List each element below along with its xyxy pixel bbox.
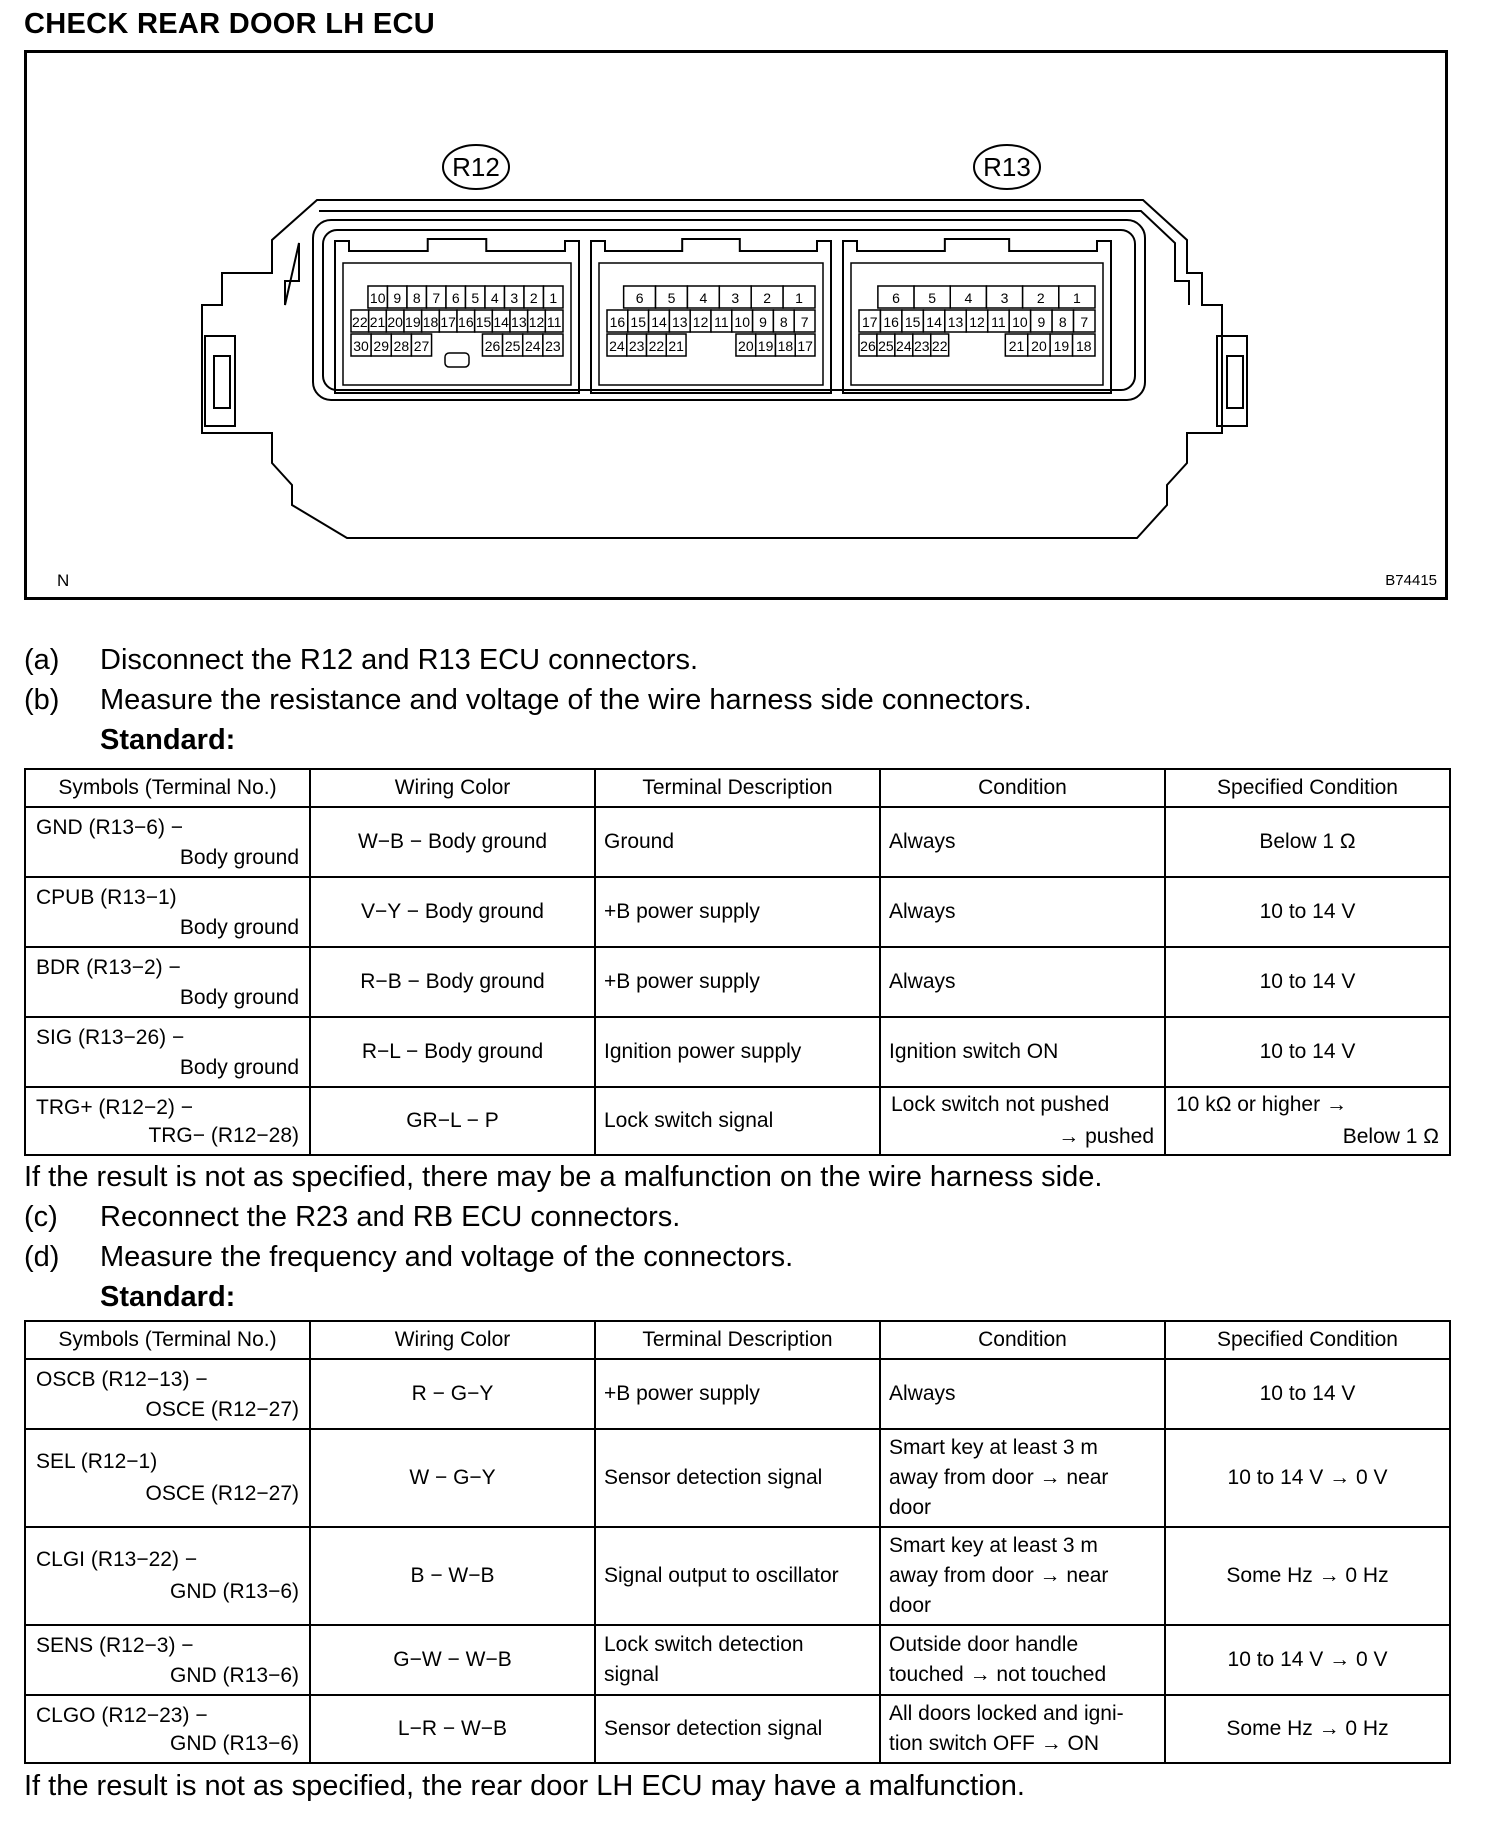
pin-number: 3 [731, 290, 740, 306]
table-row [25, 1695, 1450, 1763]
symbol-to: GND (R13−6) [170, 1664, 299, 1687]
pin-number: 12 [692, 314, 709, 330]
pin-number: 21 [369, 314, 386, 330]
pin-number: 29 [373, 338, 389, 354]
symbol-from: CLGO (R12−23) − [36, 1704, 208, 1727]
pin-number: 15 [475, 314, 492, 330]
table-row [25, 947, 1450, 1017]
condition-cell [880, 1625, 1165, 1695]
pin-number: 10 [734, 314, 750, 330]
pin-number: 26 [860, 338, 876, 354]
symbol-to: Body ground [179, 1056, 299, 1079]
pin-number: 12 [528, 314, 545, 330]
pin-number: 8 [412, 290, 421, 306]
description-cell [595, 1625, 880, 1695]
step-tag: (d) [24, 1241, 60, 1273]
pin-number: 25 [504, 338, 521, 354]
condition-cell: Always [880, 1359, 1165, 1429]
pin-number: 23 [913, 338, 930, 354]
pin-number: 10 [369, 290, 386, 306]
symbol-cell [25, 1017, 310, 1087]
pin-number: 1 [795, 290, 803, 306]
symbol-from: CPUB (R13−1) [36, 886, 177, 909]
condition-line: touched → not touched [889, 1663, 1107, 1686]
pin-number: 26 [484, 338, 501, 354]
wiring-cell: V−Y − Body ground [310, 877, 595, 947]
symbol-to: GND (R13−6) [170, 1580, 299, 1603]
condition-cell [880, 1429, 1165, 1527]
pin-number: 23 [628, 338, 645, 354]
wiring-cell: B − W−B [310, 1527, 595, 1625]
symbol-from: GND (R13−6) − [36, 816, 184, 839]
symbol-from: OSCB (R12−13) − [36, 1368, 208, 1391]
pin-number: 7 [800, 314, 809, 330]
symbol-cell [25, 947, 310, 1017]
condition-line: away from door → near [889, 1564, 1109, 1587]
pin-number: 20 [1031, 338, 1047, 354]
pin-number: 14 [926, 314, 942, 330]
pin-number: 9 [759, 314, 767, 330]
table-row [25, 1087, 1450, 1155]
pin-number: 17 [861, 314, 878, 330]
column-header: Symbols (Terminal No.) [25, 1321, 310, 1359]
spec-line: 10 kΩ or higher → [1176, 1093, 1347, 1116]
condition-cell: Always [880, 807, 1165, 877]
pin-number: 9 [393, 290, 402, 306]
column-header: Symbols (Terminal No.) [25, 769, 310, 807]
pin-number: 3 [1000, 290, 1009, 306]
pin-number: 22 [931, 338, 948, 354]
spec-cell: 10 to 14 V [1165, 947, 1450, 1017]
pin-number: 18 [1076, 338, 1092, 354]
pin-number: 11 [714, 314, 729, 330]
symbol-cell [25, 1087, 310, 1155]
pin-number: 1 [549, 290, 558, 306]
pin-number: 4 [699, 290, 708, 306]
symbol-cell [25, 1695, 310, 1763]
symbol-to: Body ground [179, 846, 299, 869]
symbol-from: BDR (R13−2) − [36, 956, 181, 979]
pin-number: 2 [529, 290, 538, 306]
table-row [25, 1625, 1450, 1695]
symbol-to: GND (R13−6) [170, 1732, 299, 1755]
condition-line: Smart key at least 3 m [889, 1534, 1098, 1557]
step-text: Measure the frequency and voltage of the connectors. [100, 1241, 794, 1273]
wiring-cell: GR−L − P [310, 1087, 595, 1155]
spec-cell: Some Hz → 0 Hz [1165, 1695, 1450, 1763]
table-header-row [25, 769, 1450, 807]
pin-number: 28 [393, 338, 410, 354]
pin-number: 22 [648, 338, 665, 354]
condition-cell [880, 1695, 1165, 1763]
pin-number: 7 [432, 290, 441, 306]
symbol-to: Body ground [179, 986, 299, 1009]
wiring-cell: R−L − Body ground [310, 1017, 595, 1087]
wiring-cell: L−R − W−B [310, 1695, 595, 1763]
pin-number: 24 [896, 338, 912, 354]
figure-corner-mark: N [57, 571, 70, 590]
pin-number: 18 [777, 338, 794, 354]
page-title: CHECK REAR DOOR LH ECU [24, 8, 435, 40]
steps-section-2 [24, 1157, 1102, 1317]
step-text: Measure the resistance and voltage of the wire harness side connectors. [100, 684, 1032, 716]
pin-number: 19 [405, 314, 421, 330]
symbol-cell [25, 1429, 310, 1527]
description-cell: +B power supply [595, 947, 880, 1017]
ecu-connector-drawing [27, 53, 1451, 603]
figure-id: B74415 [1385, 572, 1437, 589]
pin-number: 5 [928, 290, 937, 306]
pin-number: 13 [672, 314, 688, 330]
symbol-cell [25, 1625, 310, 1695]
description-cell: Ground [595, 807, 880, 877]
table-row [25, 807, 1450, 877]
pin-number: 17 [440, 314, 456, 330]
condition-line: door [889, 1496, 932, 1519]
pin-number: 5 [471, 290, 480, 306]
standard-label: Standard: [100, 724, 236, 756]
pin-number: 8 [779, 314, 788, 330]
pin-number: 16 [609, 314, 626, 330]
pin-number: 6 [892, 290, 900, 306]
pin-number: 5 [667, 290, 676, 306]
result-note: If the result is not as specified, the rear door LH ECU may have a malfunction. [24, 1770, 1025, 1802]
spec-cell: 10 to 14 V [1165, 1017, 1450, 1087]
table-row [25, 1527, 1450, 1625]
symbol-to: Body ground [179, 916, 299, 939]
pin-number: 2 [1036, 290, 1045, 306]
spec-cell: Below 1 Ω [1165, 807, 1450, 877]
pin-number: 16 [458, 314, 474, 330]
pin-number: 27 [413, 338, 430, 354]
description-cell: +B power supply [595, 877, 880, 947]
pin-number: 15 [904, 314, 921, 330]
spec-cell: Some Hz → 0 Hz [1165, 1527, 1450, 1625]
description-cell: Ignition power supply [595, 1017, 880, 1087]
pin-number: 18 [422, 314, 439, 330]
description-line: signal [604, 1663, 659, 1686]
wiring-cell: W−B − Body ground [310, 807, 595, 877]
pin-number: 4 [490, 290, 499, 306]
pin-number: 12 [969, 314, 985, 330]
description-cell: Lock switch signal [595, 1087, 880, 1155]
pin-number: 4 [964, 290, 973, 306]
polarization-key [445, 353, 469, 367]
symbol-from: SEL (R12−1) [36, 1450, 158, 1473]
condition-cell: Ignition switch ON [880, 1017, 1165, 1087]
condition-cell: Always [880, 947, 1165, 1017]
spec-cell: 10 to 14 V [1165, 1359, 1450, 1429]
pin-number: 10 [1012, 314, 1028, 330]
condition-line: away from door → near [889, 1466, 1109, 1489]
steps-section-1 [24, 640, 1032, 760]
pin-number: 21 [1008, 338, 1025, 354]
step-text: Disconnect the R12 and R13 ECU connectors. [100, 644, 699, 676]
pin-number: 24 [525, 338, 541, 354]
spec-cell: 10 to 14 V → 0 V [1165, 1429, 1450, 1527]
pin-number: 20 [738, 338, 754, 354]
table-row [25, 1017, 1450, 1087]
symbol-from: SIG (R13−26) − [36, 1026, 185, 1049]
table-row [25, 1429, 1450, 1527]
pin-number: 11 [991, 314, 1006, 330]
spec-table-2 [24, 1320, 1451, 1764]
symbol-from: SENS (R12−3) − [36, 1634, 194, 1657]
pin-number: 17 [797, 338, 813, 354]
condition-line: Outside door handle [889, 1633, 1079, 1656]
condition-cell [880, 1527, 1165, 1625]
symbol-to: OSCE (R12−27) [145, 1398, 299, 1421]
symbol-to: TRG− (R12−28) [148, 1124, 299, 1147]
condition-cell [880, 1087, 1165, 1155]
pin-number: 8 [1058, 314, 1067, 330]
result-note: If the result is not as specified, there may be a malfunction on the wire harness side. [24, 1161, 1103, 1193]
symbol-from: CLGI (R13−22) − [36, 1548, 198, 1571]
connector-figure [24, 50, 1448, 600]
column-header: Wiring Color [310, 1321, 595, 1359]
pin-number: 20 [387, 314, 403, 330]
condition-line: All doors locked and igni- [889, 1702, 1124, 1725]
column-header: Condition [880, 1321, 1165, 1359]
column-header: Terminal Description [595, 1321, 880, 1359]
r13-label: R13 [983, 152, 1031, 182]
symbol-cell [25, 877, 310, 947]
symbol-cell [25, 807, 310, 877]
pin-number: 21 [668, 338, 684, 354]
pin-number: 13 [947, 314, 964, 330]
pin-number: 30 [353, 338, 369, 354]
description-cell: Signal output to oscillator [595, 1527, 880, 1625]
description-cell: Sensor detection signal [595, 1695, 880, 1763]
pin-number: 14 [651, 314, 667, 330]
condition-line: door [889, 1594, 932, 1617]
spec-line: Below 1 Ω [1342, 1125, 1439, 1148]
pin-number: 25 [878, 338, 894, 354]
pin-number: 19 [757, 338, 774, 354]
spec-cell [1165, 1087, 1450, 1155]
pin-number: 13 [511, 314, 527, 330]
pin-number: 1 [1073, 290, 1081, 306]
pin-number: 14 [493, 314, 509, 330]
condition-line: Smart key at least 3 m [889, 1436, 1098, 1459]
condition-cell: Always [880, 877, 1165, 947]
pin-number: 22 [352, 314, 368, 330]
table-row [25, 877, 1450, 947]
pin-number: 15 [630, 314, 646, 330]
column-header: Specified Condition [1165, 769, 1450, 807]
symbol-cell [25, 1527, 310, 1625]
pin-number: 2 [763, 290, 772, 306]
step-text: Reconnect the R23 and RB ECU connectors. [100, 1201, 681, 1233]
pin-number: 7 [1080, 314, 1089, 330]
pin-number: 9 [1037, 314, 1046, 330]
description-line: Lock switch detection [604, 1633, 804, 1656]
step-tag: (b) [24, 684, 60, 716]
symbol-to: OSCE (R12−27) [145, 1482, 299, 1505]
column-header: Specified Condition [1165, 1321, 1450, 1359]
wiring-cell: G−W − W−B [310, 1625, 595, 1695]
description-cell: +B power supply [595, 1359, 880, 1429]
spec-table-1 [24, 768, 1451, 1156]
step-tag: (c) [24, 1201, 58, 1233]
description-cell: Sensor detection signal [595, 1429, 880, 1527]
condition-line: tion switch OFF → ON [889, 1732, 1100, 1755]
final-note-section [24, 1766, 1025, 1806]
pin-number: 19 [1053, 338, 1070, 354]
step-tag: (a) [24, 644, 60, 676]
pin-number: 23 [545, 338, 561, 354]
column-header: Wiring Color [310, 769, 595, 807]
condition-line: → pushed [1058, 1125, 1154, 1148]
spec-cell: 10 to 14 V [1165, 877, 1450, 947]
symbol-from: TRG+ (R12−2) − [36, 1096, 193, 1119]
pin-number: 11 [546, 314, 562, 330]
condition-line: Lock switch not pushed [891, 1093, 1110, 1116]
spec-cell: 10 to 14 V → 0 V [1165, 1625, 1450, 1695]
table-row [25, 1359, 1450, 1429]
wiring-cell: R−B − Body ground [310, 947, 595, 1017]
wiring-cell: R − G−Y [310, 1359, 595, 1429]
pin-number: 6 [451, 290, 460, 306]
table-header-row [25, 1321, 1450, 1359]
column-header: Terminal Description [595, 769, 880, 807]
pin-number: 16 [883, 314, 899, 330]
symbol-cell [25, 1359, 310, 1429]
pin-number: 24 [609, 338, 625, 354]
wiring-cell: W − G−Y [310, 1429, 595, 1527]
standard-label: Standard: [100, 1281, 236, 1313]
pin-number: 3 [510, 290, 519, 306]
column-header: Condition [880, 769, 1165, 807]
r12-label: R12 [452, 152, 500, 182]
pin-number: 6 [635, 290, 644, 306]
